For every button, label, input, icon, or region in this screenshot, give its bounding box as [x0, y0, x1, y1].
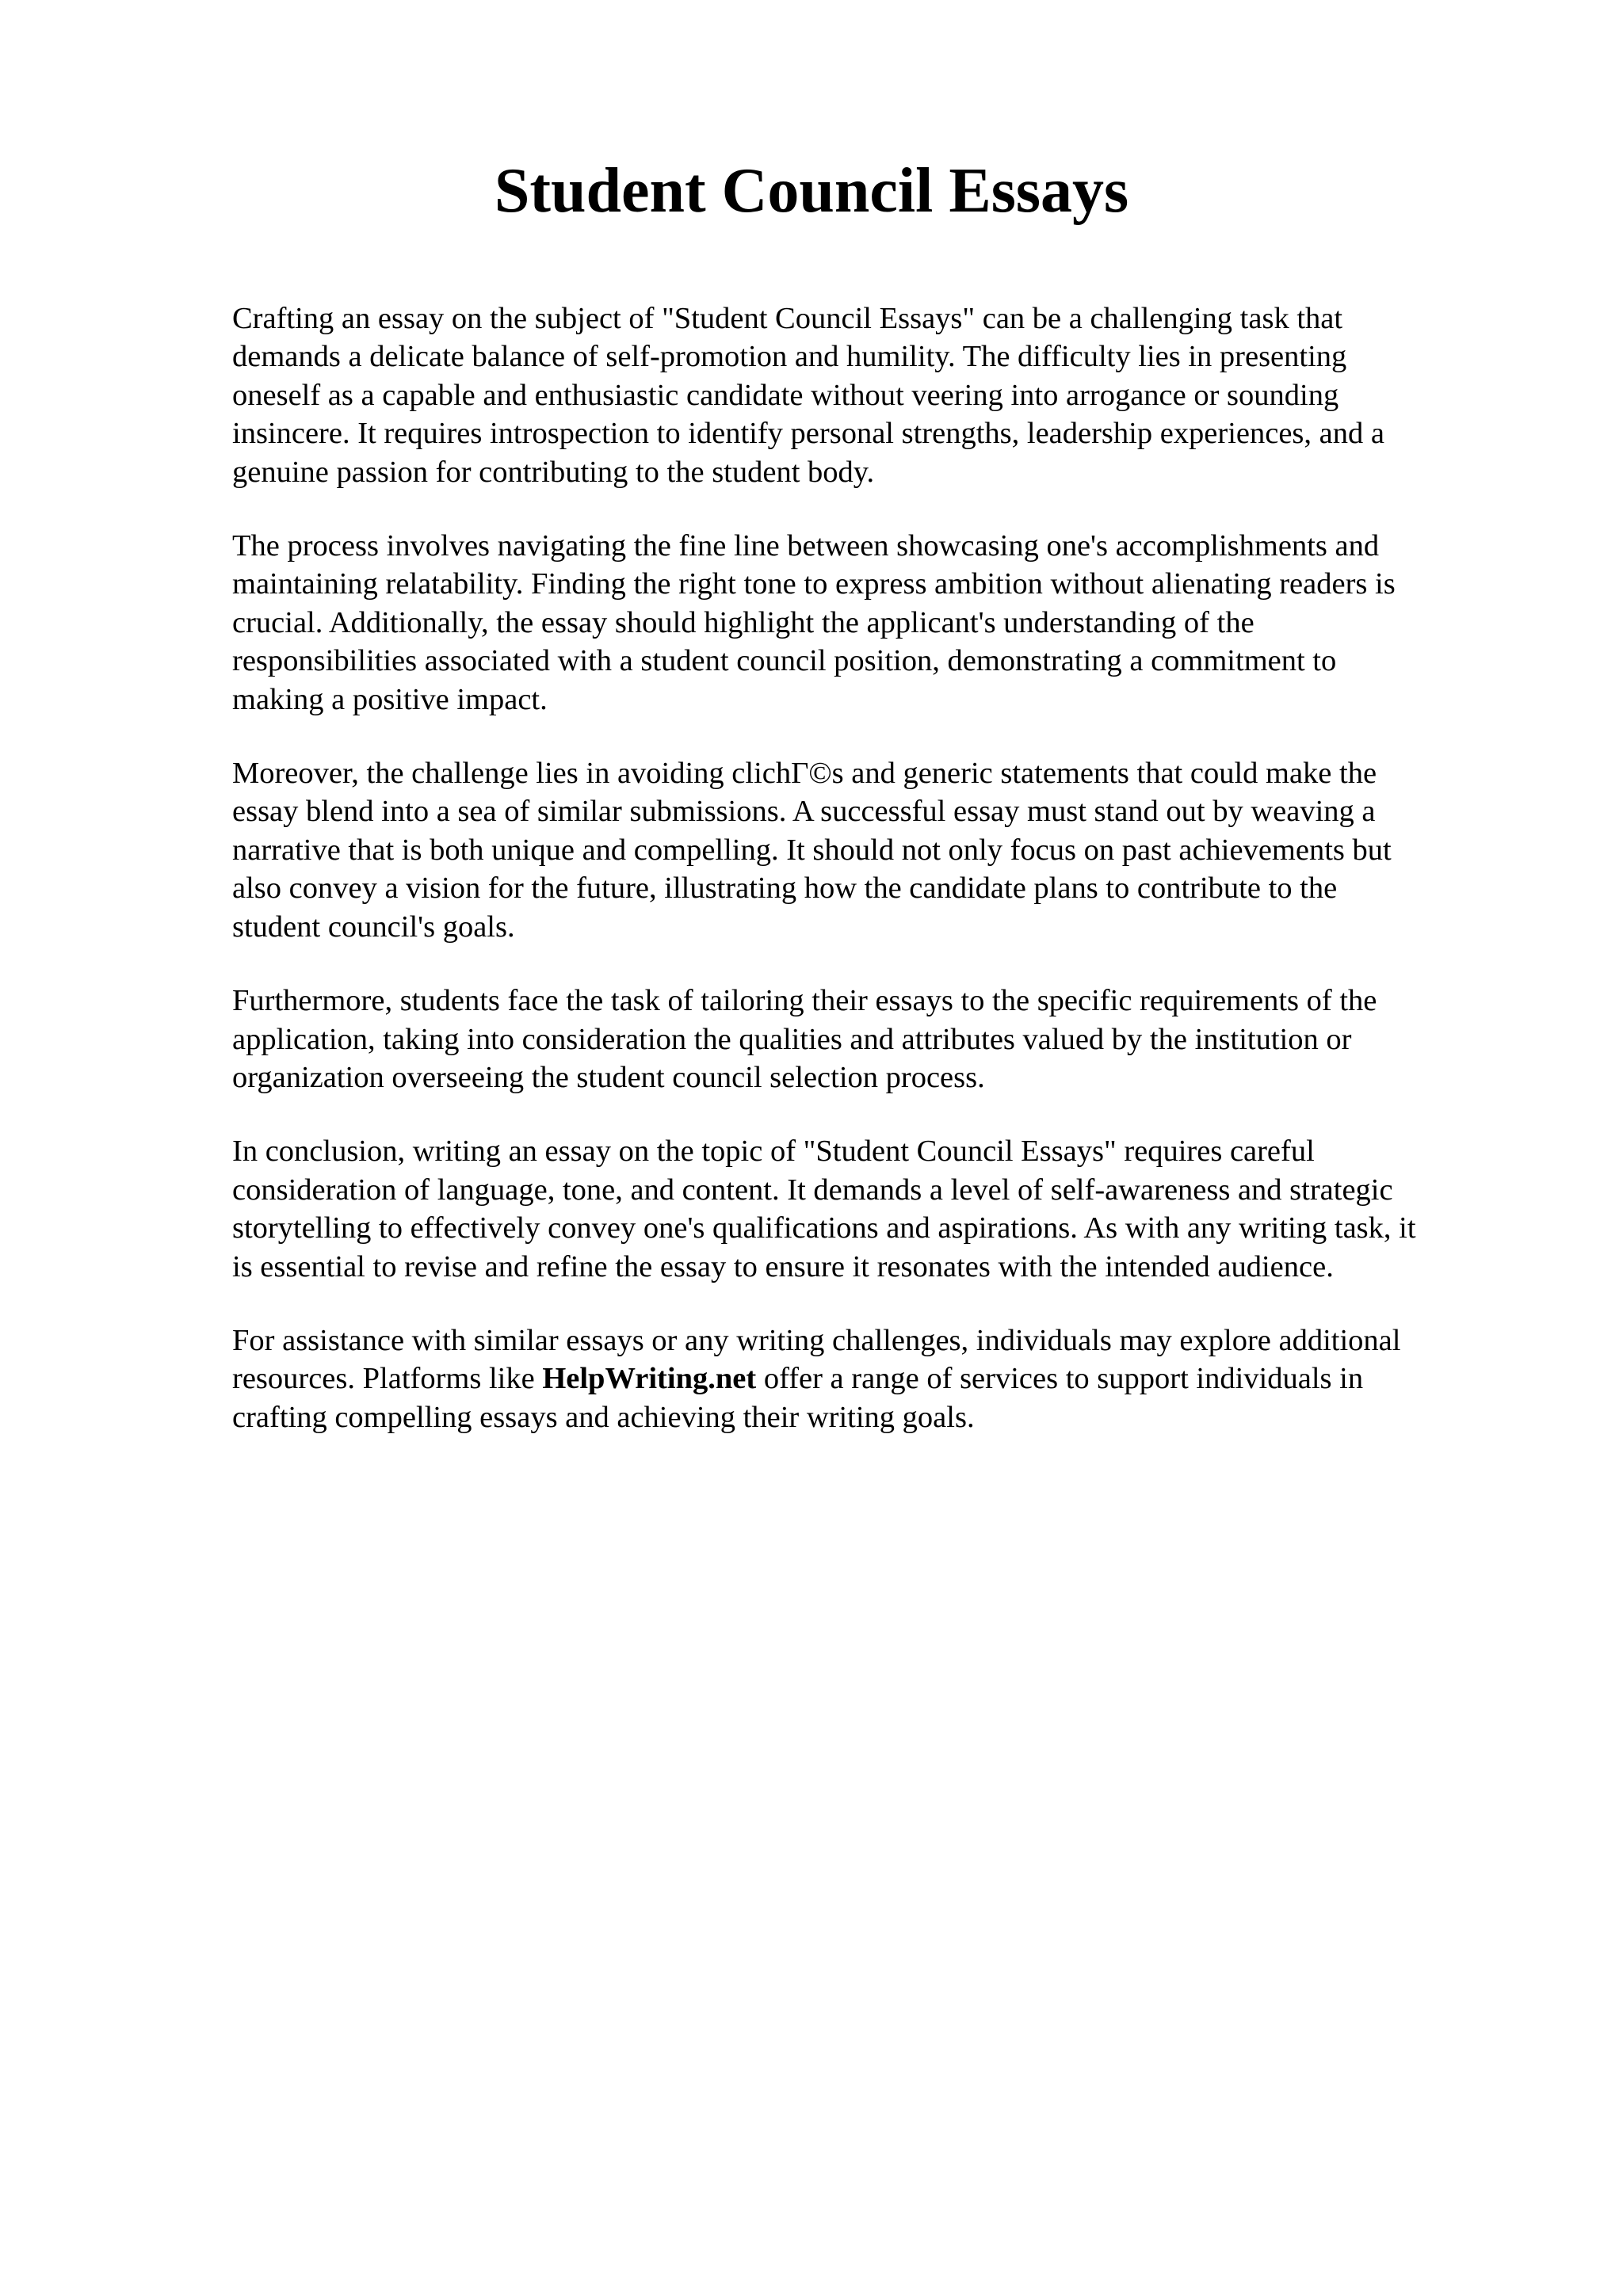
paragraph-line: crucial. Additionally, the essay should highlight the applicant's understanding of the: [232, 605, 1254, 639]
paragraph-line: making a positive impact.: [232, 682, 548, 716]
document-title: Student Council Essays: [494, 156, 1129, 226]
paragraph-4: [232, 982, 1532, 1097]
paragraph-3: [232, 754, 1532, 946]
paragraph-line: essay blend into a sea of similar submissions. A successful essay must stand out by weaving a: [232, 795, 1376, 829]
paragraph-line: The process involves navigating the fine line between showcasing one's accomplishments and: [232, 529, 1380, 563]
paragraph-line: Moreover, the challenge lies in avoiding clichΓ©s and generic statements that could make the: [232, 757, 1377, 791]
paragraph-line: narrative that is both unique and compelling. It should not only focus on past achievements but: [232, 833, 1392, 867]
paragraph-2: [232, 527, 1532, 719]
paragraph-line: For assistance with similar essays or any writing challenges, individuals may explore additional: [232, 1323, 1401, 1357]
paragraph-line: genuine passion for contributing to the student body.: [232, 455, 875, 489]
paragraph-line: In conclusion, writing an essay on the topic of "Student Council Essays" requires careful: [232, 1135, 1315, 1169]
paragraph-line: responsibilities associated with a student council position, demonstrating a commitment to: [232, 644, 1337, 678]
paragraph-line: is essential to revise and refine the essay to ensure it resonates with the intended audience.: [232, 1249, 1334, 1283]
paragraph-line: Furthermore, students face the task of tailoring their essays to the specific requirements of the: [232, 984, 1377, 1018]
paragraph-line: student council's goals.: [232, 910, 515, 944]
paragraph-5: [232, 1132, 1532, 1286]
paragraph-1: [232, 299, 1532, 491]
paragraph-line: consideration of language, tone, and content. It demands a level of self-awareness and strategic: [232, 1173, 1393, 1207]
paragraph-line: organization overseeing the student council selection process.: [232, 1060, 985, 1094]
paragraph-line: application, taking into consideration the qualities and attributes valued by the institution or: [232, 1022, 1352, 1056]
closing-text-after-link: offer a range of services to support individuals in: [756, 1362, 1364, 1396]
paragraph-line: [232, 1360, 1532, 1398]
paragraph-line: oneself as a capable and enthusiastic candidate without veering into arrogance or sounding: [232, 378, 1339, 412]
paragraph-line: Crafting an essay on the subject of "Student Council Essays" can be a challenging task that: [232, 302, 1343, 335]
paragraph-line: maintaining relatability. Finding the right tone to express ambition without alienating readers is: [232, 567, 1396, 601]
paragraph-line: storytelling to effectively convey one's qualifications and aspirations. As with any writing task, it: [232, 1211, 1416, 1245]
paragraph-line: insincere. It requires introspection to identify personal strengths, leadership experiences, and a: [232, 417, 1384, 451]
paragraph-line: demands a delicate balance of self-promotion and humility. The difficulty lies in presenting: [232, 340, 1347, 374]
paragraph-line: crafting compelling essays and achieving their writing goals.: [232, 1400, 975, 1434]
closing-text-before-link: resources. Platforms like: [232, 1362, 543, 1396]
paragraph-line: also convey a vision for the future, illustrating how the candidate plans to contribute to the: [232, 871, 1338, 906]
document-body: [232, 299, 1532, 1472]
closing-paragraph: [232, 1322, 1532, 1436]
helpwriting-brand-link[interactable]: HelpWriting.net: [542, 1362, 757, 1396]
